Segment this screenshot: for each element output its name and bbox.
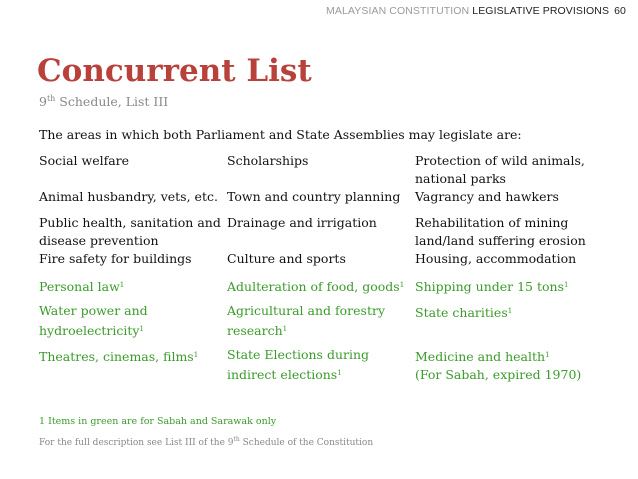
footnote-marker: 1 [507, 307, 513, 315]
footnote-marker: 1 [545, 351, 550, 359]
footnote: 1 Items in green are for Sabah and Sarawak only [39, 416, 277, 427]
list-item: Vagrancy and hawkers [415, 189, 559, 204]
list-item: Scholarships [227, 153, 309, 168]
table-row [39, 152, 620, 188]
list-item-text: Theatres, cinemas, films [39, 349, 194, 364]
list-item: Town and country planning [227, 189, 401, 204]
footnote-marker: 1 [139, 325, 144, 333]
source-note [39, 436, 373, 448]
source-text-end: Schedule of the Constitution [239, 438, 374, 448]
list-item-green [39, 276, 227, 302]
footnote-marker: 1 [119, 281, 125, 289]
intro-text: The areas in which both Parliament and State Assemblies may legislate are: [39, 127, 522, 142]
footnote-marker: 1 [282, 325, 288, 333]
list-item-green [39, 302, 227, 346]
list-item-green [415, 276, 620, 302]
page-number: 60 [614, 5, 626, 17]
list-item-text: Water power and hydroelectricity [39, 303, 148, 338]
table-row [39, 276, 620, 302]
subtitle-ordinal: th [46, 94, 56, 103]
list-item-text: State charities [415, 305, 508, 320]
table-row [39, 214, 620, 250]
concurrent-list-table [39, 152, 620, 390]
list-item-text: Medicine and health [415, 349, 546, 364]
list-item-text: Shipping under 15 tons [415, 279, 564, 294]
list-item: Housing, accommodation [415, 251, 577, 266]
table-row [39, 302, 620, 346]
list-item-green [227, 302, 415, 346]
list-item-green [415, 302, 620, 346]
source-text: For the full description see List III of the 9 [39, 438, 234, 448]
list-item-green [227, 346, 415, 390]
table-row [39, 188, 620, 214]
list-item-text: Personal law [39, 279, 120, 294]
list-item: Fire safety for buildings [39, 251, 192, 266]
list-item: Animal husbandry, vets, etc. [39, 189, 218, 204]
footnote-marker: 1 [563, 281, 569, 289]
slide-header [326, 5, 626, 17]
subtitle-number: 9 [39, 94, 47, 109]
list-item: Protection of wild animals, national parks [415, 153, 585, 186]
list-item-text: State Elections during indirect elections [227, 347, 370, 382]
list-item-text: Agricultural and forestry research [227, 303, 386, 338]
footnote-marker: 1 [193, 351, 199, 359]
list-item: Social welfare [39, 153, 130, 168]
table-row [39, 346, 620, 390]
list-item-green [227, 276, 415, 302]
list-item-green [39, 346, 227, 390]
footnote-marker: 1 [399, 281, 405, 289]
header-section: MALAYSIAN CONSTITUTION [326, 5, 470, 17]
source-ordinal: th [233, 436, 240, 443]
list-item-green [415, 346, 620, 390]
list-item-note: (For Sabah, expired 1970) [415, 367, 582, 382]
list-item: Rehabilitation of mining land/land suffering erosion [415, 215, 586, 248]
list-item: Drainage and irrigation [227, 215, 377, 230]
table-row [39, 250, 620, 276]
page-title: Concurrent List [37, 53, 312, 89]
subtitle-rest: Schedule, List III [55, 94, 169, 109]
list-item: Public health, sanitation and disease prevention [39, 215, 221, 248]
header-topic: LEGISLATIVE PROVISIONS [472, 5, 610, 17]
list-item-text: Adulteration of food, goods [227, 279, 400, 294]
subtitle [39, 94, 168, 109]
footnote-marker: 1 [337, 369, 342, 377]
list-item: Culture and sports [227, 251, 346, 266]
